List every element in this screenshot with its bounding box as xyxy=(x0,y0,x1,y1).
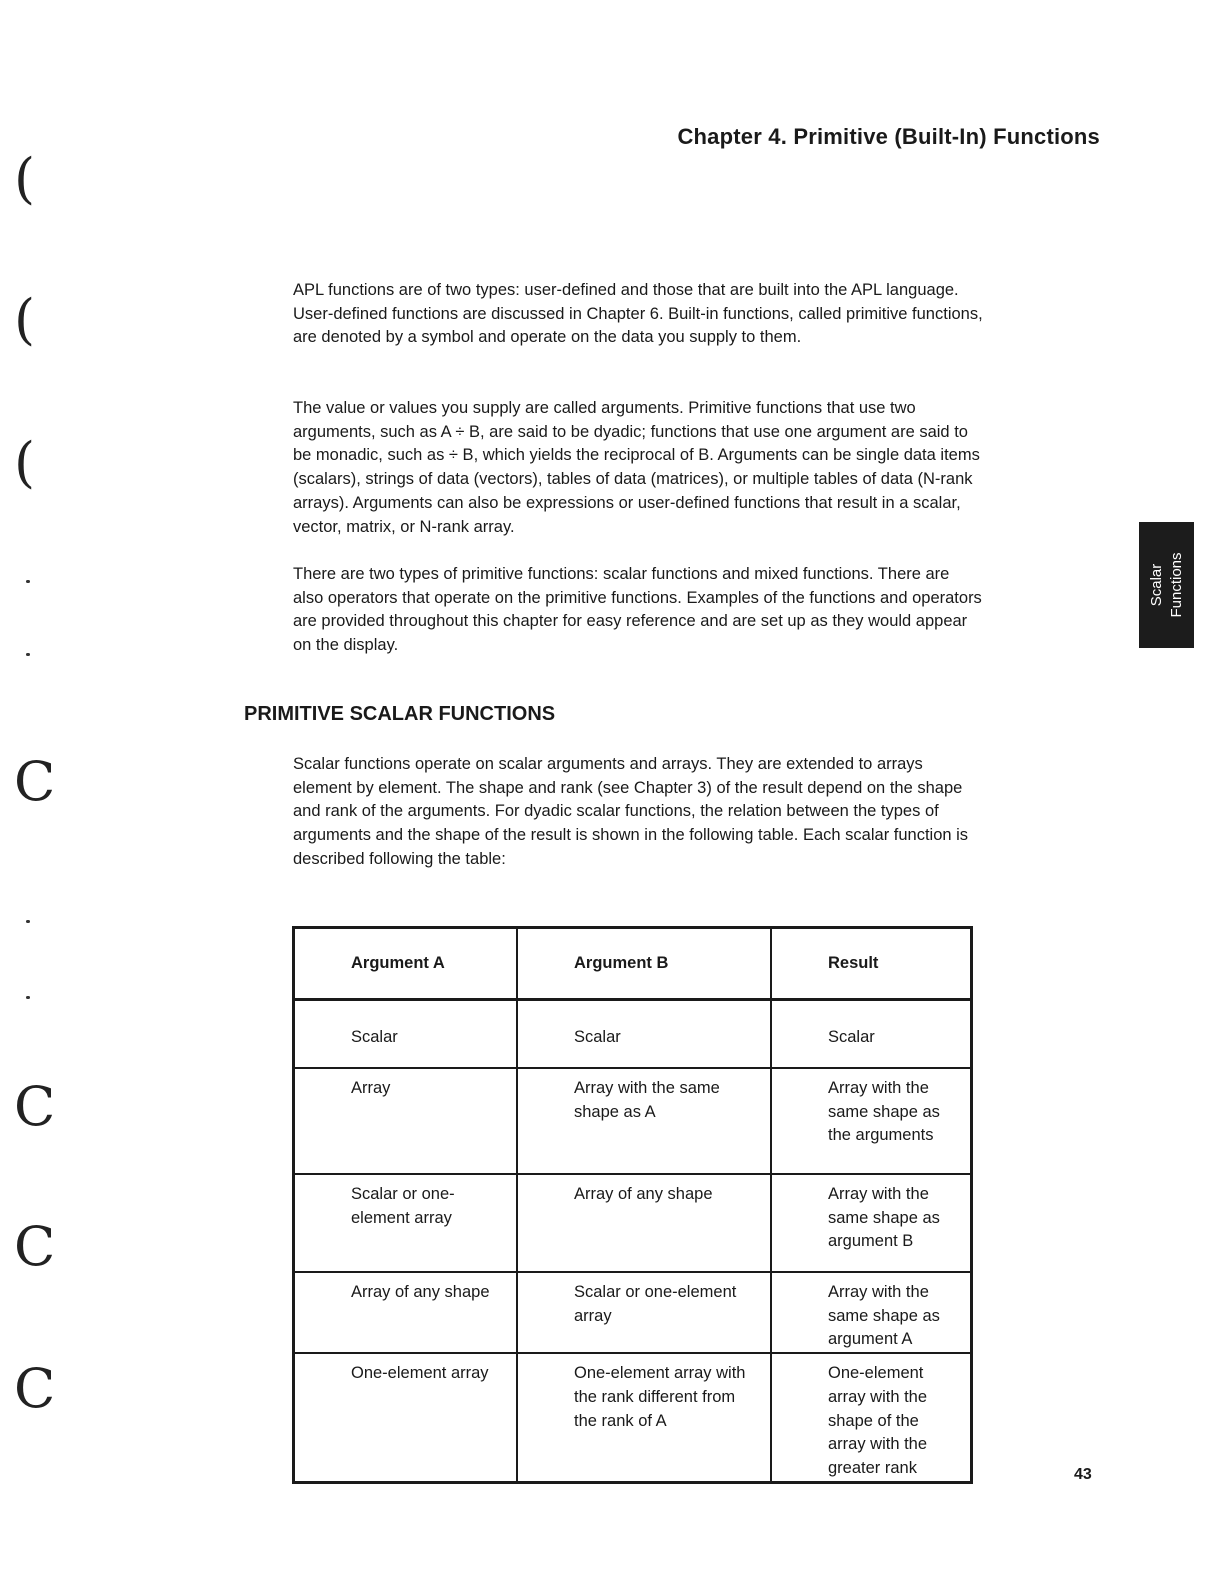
header-result: Result xyxy=(771,928,972,1000)
page-number: 43 xyxy=(1074,1466,1092,1483)
binder-hole-mark: ( xyxy=(14,431,36,494)
table-cell: Array with the same shape as the arguments xyxy=(771,1068,972,1174)
binder-hole-mark: C xyxy=(14,1215,56,1278)
section-tab-line-1: Scalar xyxy=(1147,563,1165,607)
header-argument-a: Argument A xyxy=(294,928,518,1000)
table-row xyxy=(294,1272,972,1353)
section-paragraph: Scalar functions operate on scalar arguments and arrays. They are extended to arrays element by element. The shape and rank (see Chapter 3) of the result depend on the shape and rank of the arguments. For dyadic scalar functions, the relation between the types of arguments and the shape of the result is shown in the following table. Each scalar function is described following the table: xyxy=(293,755,969,868)
scan-speck xyxy=(26,996,30,999)
scan-speck xyxy=(26,920,30,923)
binder-hole-mark: C xyxy=(14,1075,56,1138)
table-cell: Scalar xyxy=(771,1000,972,1069)
table-cell: One-element array with the shape of the array with the greater rank xyxy=(771,1353,972,1482)
table-cell: Scalar xyxy=(517,1000,771,1069)
table-cell: Array xyxy=(294,1068,518,1174)
scan-speck xyxy=(26,653,30,656)
table-cell: Array of any shape xyxy=(517,1174,771,1272)
table-row xyxy=(294,1353,972,1482)
intro-paragraph-2: The value or values you supply are called arguments. Primitive functions that use two arguments, such as A ÷ B, are said to be dyadic; functions that use one argument are said to be monadic, such as ÷ B, which yields the reciprocal of B. Arguments can be single data items (scalars), strings of data (vectors), tables of data (matrices), or multiple tables of data (N-rank arrays). Arguments can also be expressions or user-defined functions that result in a scalar, vector, matrix, or N-rank array. xyxy=(293,399,980,536)
section-tab xyxy=(1139,522,1194,648)
table-cell: Scalar or one-element array xyxy=(517,1272,771,1353)
binder-hole-mark: C xyxy=(14,1357,56,1420)
section-tab-label xyxy=(1147,552,1187,617)
header-argument-b: Argument B xyxy=(517,928,771,1000)
table-cell: One-element array xyxy=(294,1353,518,1482)
table-row xyxy=(294,1000,972,1069)
table-header-row xyxy=(294,928,972,1000)
table-row xyxy=(294,1068,972,1174)
table-cell: Array with the same shape as argument B xyxy=(771,1174,972,1272)
intro-paragraph-1: APL functions are of two types: user-defined and those that are built into the APL language. User-defined functions are discussed in Chapter 6. Built-in functions, called primitive functions, are denoted by a symbol and operate on the data you supply to them. xyxy=(293,281,983,347)
binder-hole-mark: ( xyxy=(14,288,36,351)
table-cell: Scalar or one-element array xyxy=(294,1174,518,1272)
section-tab-line-2: Functions xyxy=(1167,552,1185,618)
table-cell: Array of any shape xyxy=(294,1272,518,1353)
binder-hole-mark: ( xyxy=(14,147,36,210)
scalar-function-table xyxy=(292,926,973,1484)
section-heading: PRIMITIVE SCALAR FUNCTIONS xyxy=(244,703,556,725)
table-row xyxy=(294,1174,972,1272)
table-cell: Array with the same shape as A xyxy=(517,1068,771,1174)
table-cell: One-element array with the rank different from the rank of A xyxy=(517,1353,771,1482)
table-cell: Array with the same shape as argument A xyxy=(771,1272,972,1353)
table-cell: Scalar xyxy=(294,1000,518,1069)
binder-hole-mark: C xyxy=(14,750,56,813)
scan-speck xyxy=(26,580,30,583)
chapter-title: Chapter 4. Primitive (Built-In) Functions xyxy=(677,124,1100,149)
intro-paragraph-3: There are two types of primitive functions: scalar functions and mixed functions. There are also operators that operate on the primitive functions. Examples of the functions and operators are provided throughout this chapter for easy reference and are set up as they would appear on the display. xyxy=(293,565,982,655)
